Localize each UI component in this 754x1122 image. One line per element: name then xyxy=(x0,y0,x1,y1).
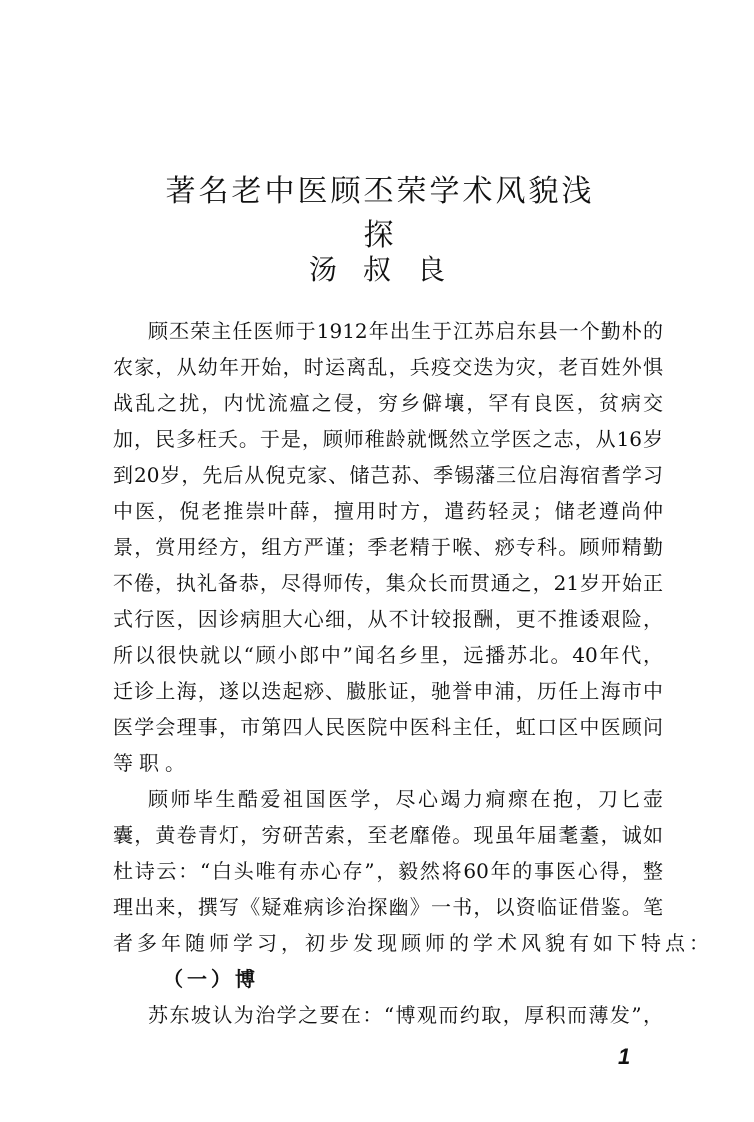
text-line: 所以很快就以“顾小郎中”闻名乡里，远播苏北。40年代， xyxy=(113,643,663,667)
text-line: 理出来，撰写《疑难病诊治探幽》一书，以资临证借鉴。笔 xyxy=(113,895,663,919)
text-line: 农家，从幼年开始，时运离乱，兵疫交迭为灾，老百姓外惧 xyxy=(113,355,663,379)
text-line: 者多年随师学习，初步发现顾师的学术风貌有如下特点： xyxy=(113,931,713,955)
text-line: 囊，黄卷青灯，穷研苦索，至老靡倦。现虽年届耄耋，诚如 xyxy=(113,823,663,847)
article-title: 著名老中医顾丕荣学术风貌浅探 xyxy=(165,174,595,253)
text-line: 加，民多枉夭。于是，顾师稚龄就慨然立学医之志，从16岁 xyxy=(113,427,663,451)
text-line: 杜诗云：“白头唯有赤心存”，毅然将60年的事医心得，整 xyxy=(113,859,663,883)
text-line: 顾丕荣主任医师于1912年出生于江苏启东县一个勤朴的 xyxy=(148,319,663,343)
text-line: 苏东坡认为治学之要在：“博观而约取，厚积而薄发”， xyxy=(148,1003,663,1027)
text-line: 医学会理事，市第四人民医院中医科主任，虹口区中医顾问 xyxy=(113,715,663,739)
text-line: 等职。 xyxy=(113,751,191,775)
text-line: 战乱之扰，内忧流瘟之侵，穷乡僻壤，罕有良医，贫病交 xyxy=(113,391,663,415)
text-line: 不倦，执礼备恭，尽得师传，集众长而贯通之，21岁开始正 xyxy=(113,571,663,595)
text-line: 到20岁，先后从倪克家、储芑荪、季锡藩三位启海宿耆学习 xyxy=(113,463,663,487)
text-line: 式行医，因诊病胆大心细，从不计较报酬，更不推诿艰险， xyxy=(113,607,663,631)
text-line: 迁诊上海，遂以迭起痧、臌胀证，驰誉申浦，历任上海市中 xyxy=(113,679,663,703)
article-body xyxy=(113,313,713,1033)
text-line: 景，赏用经方，组方严谨；季老精于喉、痧专科。顾师精勤 xyxy=(113,535,663,559)
text-line: 中医，倪老推崇叶薛，擅用时方，遣药轻灵；储老遵尚仲 xyxy=(113,499,663,523)
author-name: 汤叔良 xyxy=(308,253,471,286)
page-number: 1 xyxy=(618,1044,631,1069)
section-heading: （一）博 xyxy=(163,967,259,991)
text-line: 顾师毕生酷爱祖国医学，尽心竭力痌瘝在抱，刀匕壶 xyxy=(148,787,663,811)
